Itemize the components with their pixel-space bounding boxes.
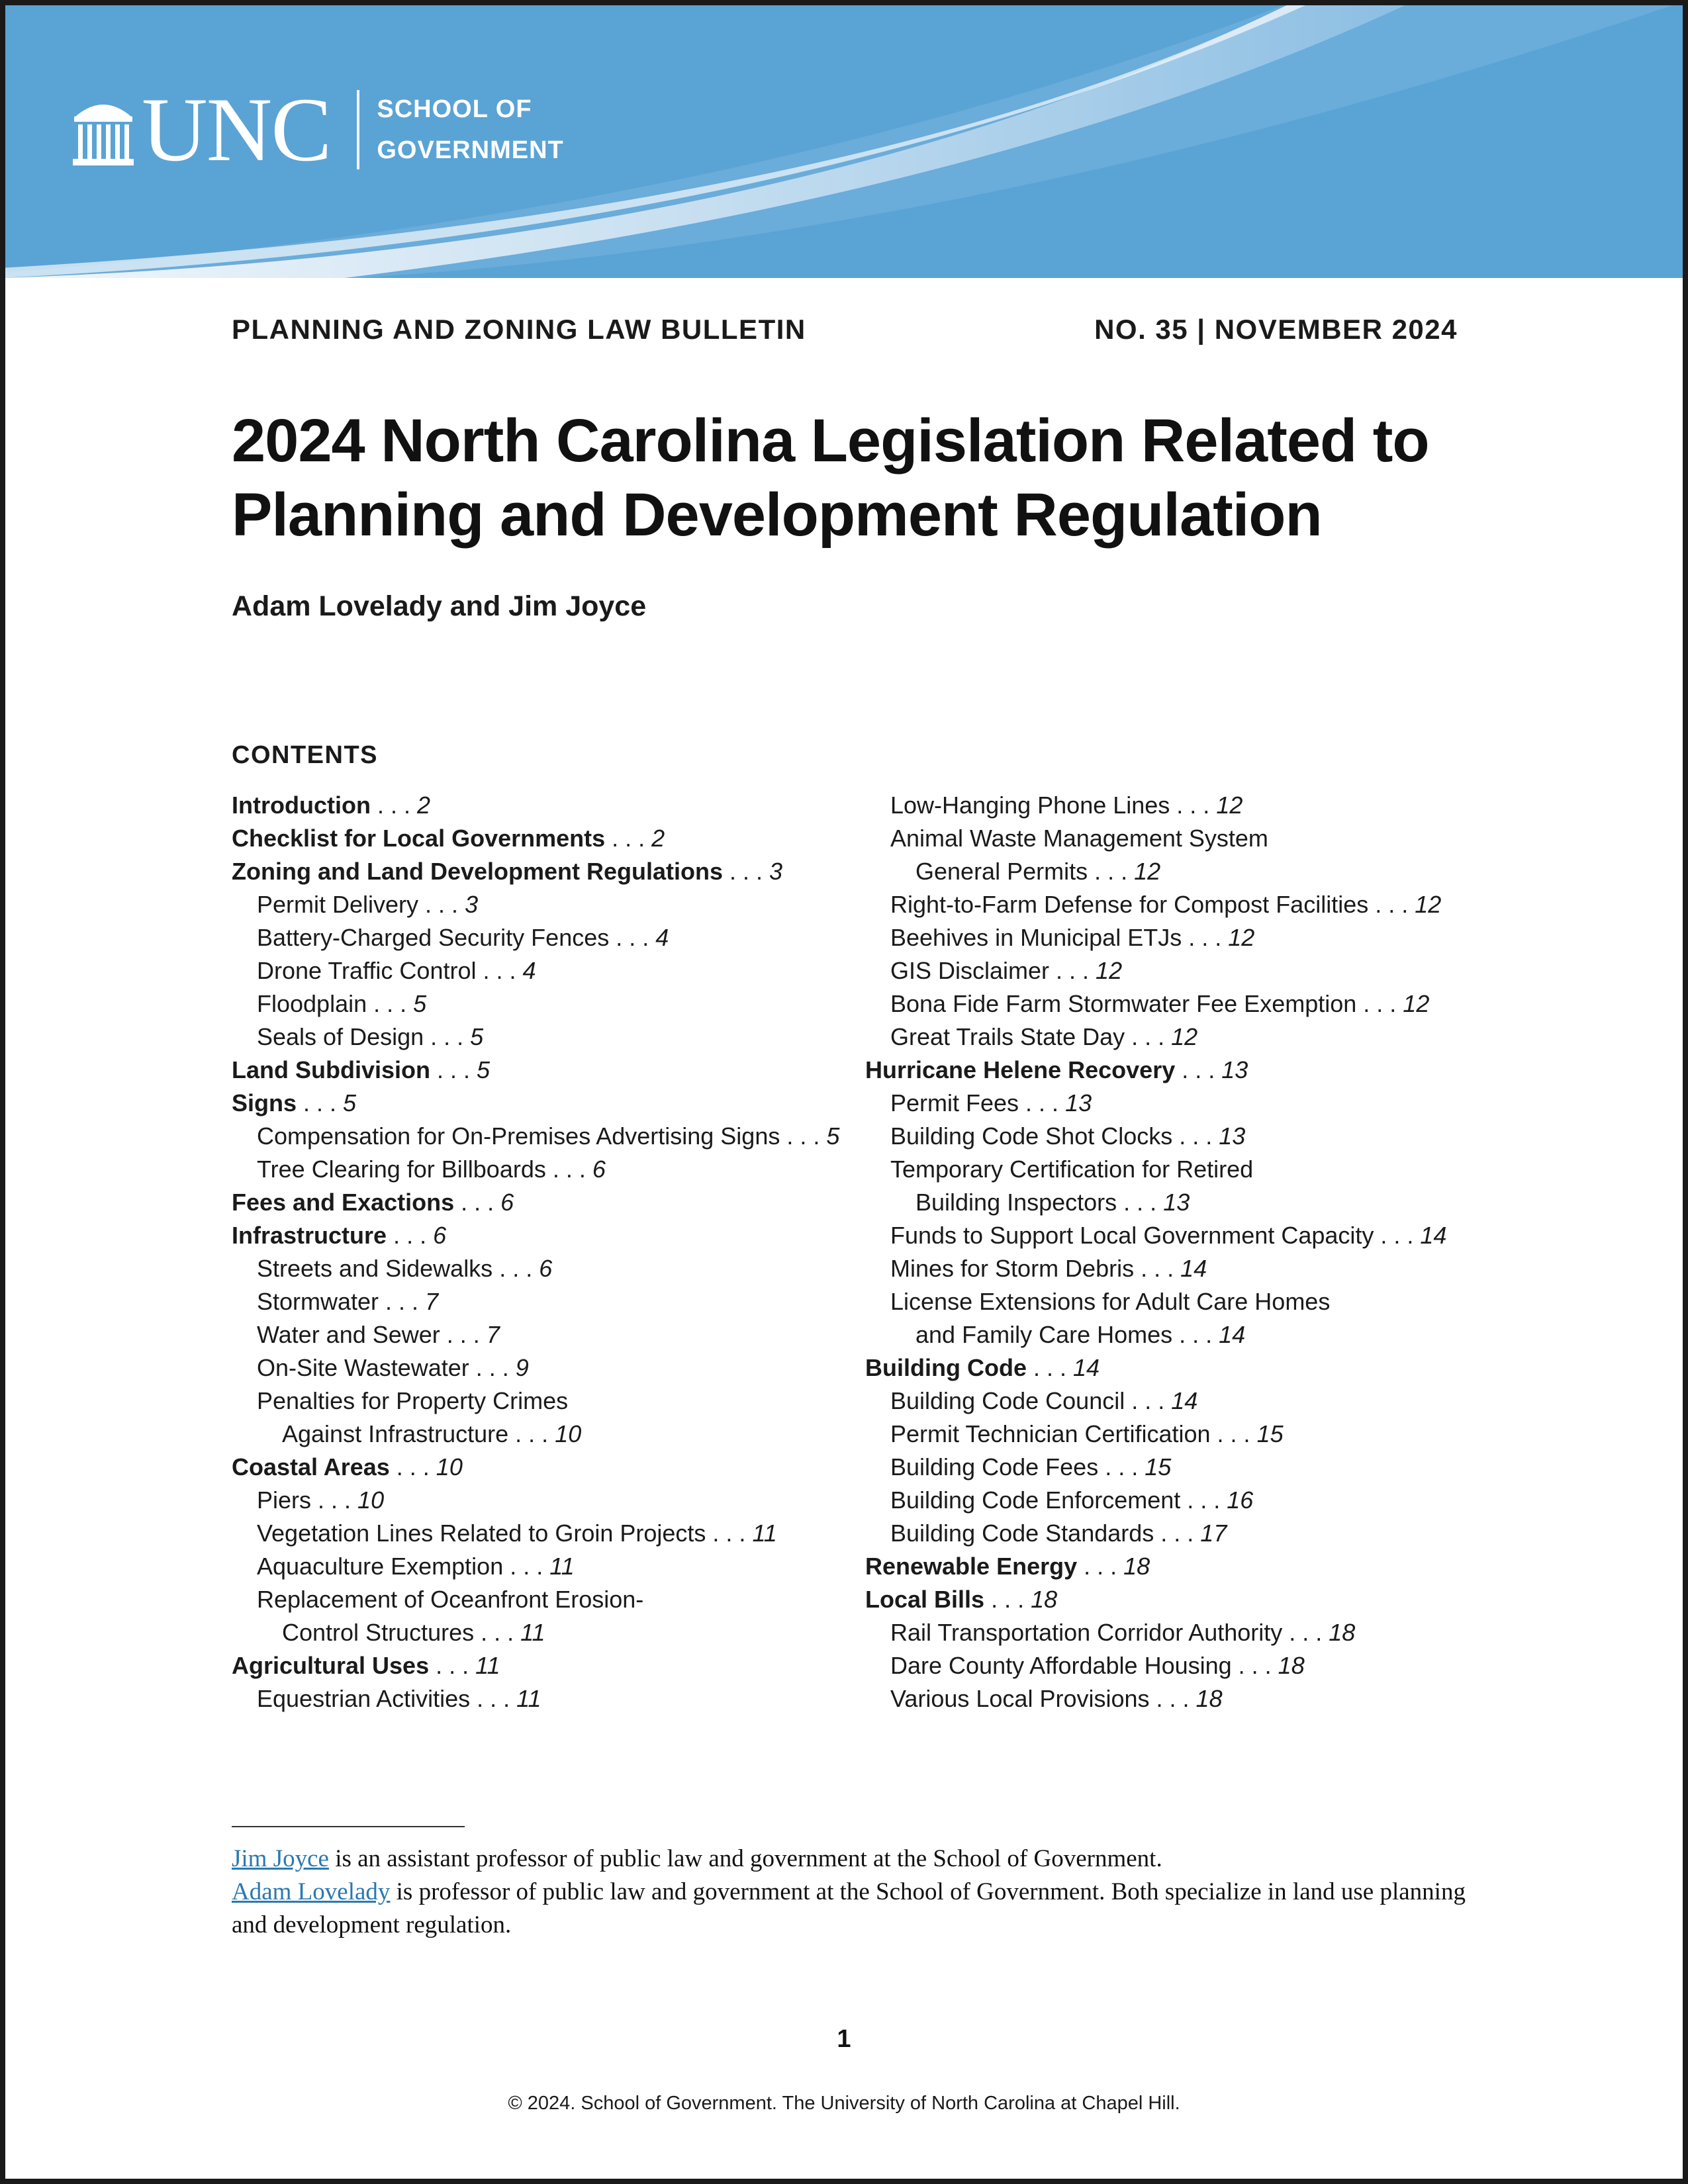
old-well-icon: [71, 93, 135, 167]
toc-entry[interactable]: [865, 1484, 1501, 1517]
toc-entry-title: Piers: [257, 1486, 312, 1514]
toc-leader: . . .: [1231, 1652, 1278, 1679]
toc-leader: . . .: [706, 1520, 753, 1547]
toc-leader: . . .: [605, 825, 652, 852]
toc-entry-title: Agricultural Uses: [232, 1652, 430, 1679]
toc-entry[interactable]: [865, 1252, 1501, 1285]
toc-entry-title: Streets and Sidewalks: [257, 1255, 493, 1282]
toc-leader: . . .: [1172, 1321, 1219, 1348]
toc-page-number: 11: [516, 1685, 541, 1712]
toc-leader: . . .: [1170, 792, 1217, 819]
toc-entry-title: Control Structures: [282, 1619, 475, 1646]
toc-page-number: 6: [592, 1156, 606, 1183]
toc-entry[interactable]: [865, 1550, 1501, 1583]
toc-page-number: 2: [651, 825, 665, 852]
toc-entry[interactable]: [865, 1385, 1501, 1418]
toc-entry[interactable]: [865, 1583, 1501, 1616]
page-number: 1: [837, 2025, 851, 2053]
toc-entry[interactable]: [865, 1186, 1501, 1219]
toc-entry[interactable]: [232, 1318, 867, 1351]
joyce-note: [232, 1843, 1489, 1876]
toc-entry-title: Vegetation Lines Related to Groin Projects: [257, 1520, 706, 1547]
toc-page-number: 12: [1134, 858, 1161, 885]
toc-page-number: 14: [1180, 1255, 1207, 1282]
toc-entry-title: Rail Transportation Corridor Authority: [890, 1619, 1283, 1646]
toc-entry-title: Stormwater: [257, 1288, 379, 1315]
toc-entry[interactable]: [232, 822, 867, 855]
toc-entry[interactable]: [232, 954, 867, 987]
toc-entry-title: Mines for Storm Debris: [890, 1255, 1135, 1282]
toc-entry[interactable]: [865, 789, 1501, 822]
toc-entry-title: Bona Fide Farm Stormwater Fee Exemption: [890, 990, 1357, 1017]
toc-entry[interactable]: [232, 789, 867, 822]
toc-entry[interactable]: [232, 1285, 867, 1318]
toc-page-number: 14: [1420, 1222, 1447, 1249]
toc-page-number: 6: [433, 1222, 447, 1249]
document-title: [232, 404, 1489, 552]
toc-page-number: 12: [1216, 792, 1243, 819]
toc-entry[interactable]: [232, 1153, 867, 1186]
adam-lovelady-link[interactable]: Adam Lovelady: [232, 1878, 391, 1905]
toc-leader: . . .: [367, 990, 414, 1017]
toc-leader: . . .: [424, 1023, 471, 1050]
toc-leader: . . .: [418, 891, 465, 918]
toc-leader: . . .: [1077, 1553, 1124, 1580]
toc-entry[interactable]: [232, 1087, 867, 1120]
toc-entry[interactable]: [232, 1219, 867, 1252]
toc-page-number: 4: [522, 957, 536, 984]
toc-entry-title: Right-to-Farm Defense for Compost Facilities: [890, 891, 1369, 918]
footnote-rule: [232, 1826, 465, 1827]
toc-page-number: 10: [357, 1486, 385, 1514]
toc-entry[interactable]: [232, 1616, 867, 1649]
toc-page-number: 7: [425, 1288, 439, 1315]
toc-entry[interactable]: [865, 1054, 1501, 1087]
toc-entry[interactable]: [232, 1550, 867, 1583]
toc-entry-title: Permit Fees: [890, 1089, 1019, 1116]
toc-entry-title: Various Local Provisions: [890, 1685, 1150, 1712]
toc-entry-title: Dare County Affordable Housing: [890, 1652, 1232, 1679]
toc-page-number: 18: [1123, 1553, 1150, 1580]
toc-entry[interactable]: [865, 855, 1501, 888]
toc-entry[interactable]: [865, 1649, 1501, 1682]
toc-entry[interactable]: [232, 987, 867, 1021]
toc-entry[interactable]: [865, 1087, 1501, 1120]
toc-page-number: 10: [436, 1453, 463, 1480]
toc-entry[interactable]: [232, 1418, 867, 1451]
toc-entry[interactable]: [232, 1120, 867, 1153]
toc-entry-title: Renewable Energy: [865, 1553, 1078, 1580]
toc-leader: . . .: [545, 1156, 592, 1183]
toc-leader: . . .: [1172, 1122, 1219, 1150]
toc-entry-title: Funds to Support Local Government Capacity: [890, 1222, 1374, 1249]
toc-entry[interactable]: [865, 1318, 1501, 1351]
title-line-2: Planning and Development Regulation: [232, 481, 1322, 549]
toc-entry[interactable]: [232, 1385, 867, 1418]
toc-leader: . . .: [1117, 1189, 1164, 1216]
toc-entry-title: General Permits: [915, 858, 1088, 885]
toc-entry[interactable]: [865, 1418, 1501, 1451]
toc-leader: . . .: [311, 1486, 358, 1514]
toc-entry-title: Local Bills: [865, 1586, 985, 1613]
toc-page-number: 5: [477, 1056, 491, 1083]
unc-wordmark: UNC: [142, 79, 331, 180]
toc-page-number: 5: [826, 1122, 840, 1150]
toc-leader: . . .: [297, 1089, 344, 1116]
toc-entry[interactable]: [865, 987, 1501, 1021]
toc-page-number: 15: [1256, 1420, 1284, 1447]
toc-leader: . . .: [1019, 1089, 1066, 1116]
toc-entry[interactable]: [865, 1517, 1501, 1550]
toc-entry-title: Great Trails State Day: [890, 1023, 1125, 1050]
toc-page-number: 15: [1145, 1453, 1172, 1480]
toc-entry-title: and Family Care Homes: [915, 1321, 1173, 1348]
contents-heading: CONTENTS: [232, 741, 378, 769]
toc-page-number: 12: [1171, 1023, 1198, 1050]
toc-leader: . . .: [1088, 858, 1135, 885]
toc-entry[interactable]: [232, 855, 867, 888]
toc-entry-title: Floodplain: [257, 990, 367, 1017]
toc-entry[interactable]: [232, 1517, 867, 1550]
toc-entry[interactable]: [865, 1285, 1501, 1318]
bulletin-issue: NO. 35 | NOVEMBER 2024: [1094, 314, 1458, 345]
toc-page-number: 12: [1096, 957, 1123, 984]
toc-page-number: 3: [769, 858, 783, 885]
toc-entry-title: Introduction: [232, 792, 371, 819]
toc-entry-title: Animal Waste Management System: [890, 825, 1268, 852]
toc-page-number: 17: [1200, 1520, 1227, 1547]
toc-entry-title: Beehives in Municipal ETJs: [890, 924, 1182, 951]
toc-entry-title: Building Code Shot Clocks: [890, 1122, 1173, 1150]
toc-leader: . . .: [1098, 1453, 1145, 1480]
toc-entry[interactable]: [865, 1616, 1501, 1649]
author-notes: [232, 1843, 1489, 1942]
toc-leader: . . .: [454, 1189, 501, 1216]
toc-entry-title: Water and Sewer: [257, 1321, 440, 1348]
toc-leader: . . .: [470, 1685, 517, 1712]
toc-entry-title: Coastal Areas: [232, 1453, 390, 1480]
toc-entry-title: Infrastructure: [232, 1222, 387, 1249]
toc-entry-title: Replacement of Oceanfront Erosion-: [257, 1586, 644, 1613]
toc-entry[interactable]: [865, 1682, 1501, 1715]
toc-entry-title: Battery-Charged Security Fences: [257, 924, 610, 951]
toc-page-number: 6: [539, 1255, 553, 1282]
toc-entry-title: License Extensions for Adult Care Homes: [890, 1288, 1331, 1315]
toc-entry-title: Permit Delivery: [257, 891, 419, 918]
authors: Adam Lovelady and Jim Joyce: [232, 590, 647, 622]
toc-entry[interactable]: [232, 1021, 867, 1054]
toc-leader: . . .: [1125, 1387, 1172, 1414]
toc-entry-title: Drone Traffic Control: [257, 957, 477, 984]
toc-page-number: 7: [486, 1321, 500, 1348]
toc-page-number: 4: [655, 924, 669, 951]
toc-entry-title: Equestrian Activities: [257, 1685, 471, 1712]
toc-entry[interactable]: [232, 1649, 867, 1682]
toc-leader: . . .: [1154, 1520, 1201, 1547]
toc-leader: . . .: [492, 1255, 539, 1282]
toc-entry[interactable]: [232, 1583, 867, 1616]
toc-entry[interactable]: [865, 888, 1501, 921]
toc-page-number: 18: [1278, 1652, 1305, 1679]
toc-page-number: 12: [1403, 990, 1430, 1017]
toc-page-number: 2: [416, 792, 430, 819]
toc-page-number: 13: [1163, 1189, 1190, 1216]
toc-entry[interactable]: [232, 888, 867, 921]
toc-page-number: 13: [1219, 1122, 1246, 1150]
toc-leader: . . .: [780, 1122, 827, 1150]
toc-entry-title: Permit Technician Certification: [890, 1420, 1211, 1447]
lovelady-note-text: is professor of public law and government at the School of Government. Both specialize in land use planning and development regulation.: [232, 1878, 1466, 1938]
toc-page-number: 5: [343, 1089, 357, 1116]
toc-entry-title: Aquaculture Exemption: [257, 1553, 504, 1580]
toc-leader: . . .: [370, 792, 417, 819]
toc-entry[interactable]: [865, 1120, 1501, 1153]
toc-entry[interactable]: [232, 1054, 867, 1087]
toc-page-number: 9: [515, 1354, 529, 1381]
toc-page-number: 18: [1329, 1619, 1356, 1646]
toc-leader: . . .: [1049, 957, 1096, 984]
toc-page-number: 3: [465, 891, 479, 918]
jim-joyce-link[interactable]: Jim Joyce: [232, 1845, 329, 1872]
toc-page-number: 10: [555, 1420, 582, 1447]
toc-leader: . . .: [1175, 1056, 1222, 1083]
toc-entry[interactable]: [232, 1682, 867, 1715]
toc-entry[interactable]: [232, 1351, 867, 1385]
toc-leader: . . .: [1374, 1222, 1421, 1249]
toc-entry[interactable]: [232, 1484, 867, 1517]
toc-leader: . . .: [389, 1453, 436, 1480]
toc-page-number: 6: [500, 1189, 514, 1216]
copyright: © 2024. School of Government. The University of North Carolina at Chapel Hill.: [508, 2093, 1180, 2114]
toc-entry-title: Checklist for Local Governments: [232, 825, 606, 852]
toc-leader: . . .: [1368, 891, 1415, 918]
toc-leader: . . .: [1182, 924, 1229, 951]
toc-leader: . . .: [1180, 1486, 1227, 1514]
toc-leader: . . .: [1282, 1619, 1329, 1646]
toc-page-number: 11: [752, 1520, 777, 1547]
toc-entry-title: Building Code Council: [890, 1387, 1125, 1414]
toc-entry-title: Building Inspectors: [915, 1189, 1117, 1216]
toc-leader: . . .: [429, 1652, 476, 1679]
toc-leader: . . .: [984, 1586, 1031, 1613]
joyce-note-text: is an assistant professor of public law and government at the School of Government.: [328, 1845, 1162, 1872]
toc-entry-title: Building Code: [865, 1354, 1027, 1381]
toc-page-number: 11: [549, 1553, 575, 1580]
toc-page-number: 12: [1228, 924, 1255, 951]
toc-page-number: 11: [475, 1652, 500, 1679]
toc-entry-title: Building Code Fees: [890, 1453, 1099, 1480]
toc-page-number: 13: [1221, 1056, 1248, 1083]
toc-leader: . . .: [1356, 990, 1403, 1017]
school-name-line2: GOVERNMENT: [377, 136, 564, 164]
toc-leader: . . .: [508, 1420, 555, 1447]
toc-leader: . . .: [723, 858, 770, 885]
toc-entry[interactable]: [232, 921, 867, 954]
toc-page-number: 13: [1065, 1089, 1092, 1116]
toc-entry-title: Signs: [232, 1089, 297, 1116]
toc-leader: . . .: [1149, 1685, 1196, 1712]
toc-page-number: 14: [1219, 1321, 1246, 1348]
toc-left-column: [232, 789, 867, 1715]
title-line-1: 2024 North Carolina Legislation Related to: [232, 407, 1429, 475]
toc-leader: . . .: [1125, 1023, 1172, 1050]
toc-entry[interactable]: [865, 1219, 1501, 1252]
toc-entry-title: On-Site Wastewater: [257, 1354, 469, 1381]
toc-entry-title: Fees and Exactions: [232, 1189, 455, 1216]
lovelady-note: [232, 1876, 1489, 1942]
toc-entry-title: Penalties for Property Crimes: [257, 1387, 569, 1414]
toc-entry-title: Building Code Enforcement: [890, 1486, 1181, 1514]
toc-entry-title: GIS Disclaimer: [890, 957, 1050, 984]
toc-page-number: 18: [1031, 1586, 1058, 1613]
toc-leader: . . .: [474, 1619, 521, 1646]
toc-entry-title: Low-Hanging Phone Lines: [890, 792, 1170, 819]
toc-entry[interactable]: [232, 1252, 867, 1285]
toc-entry-title: Land Subdivision: [232, 1056, 431, 1083]
toc-entry-title: Zoning and Land Development Regulations: [232, 858, 724, 885]
toc-leader: . . .: [1026, 1354, 1073, 1381]
toc-entry-title: Hurricane Helene Recovery: [865, 1056, 1176, 1083]
toc-leader: . . .: [609, 924, 656, 951]
toc-right-column: [865, 789, 1501, 1715]
toc-entry[interactable]: [865, 1153, 1501, 1186]
toc-leader: . . .: [1134, 1255, 1181, 1282]
toc-leader: . . .: [503, 1553, 550, 1580]
unc-logo[interactable]: [71, 79, 564, 180]
toc-page-number: 12: [1415, 891, 1442, 918]
toc-leader: . . .: [440, 1321, 487, 1348]
toc-entry[interactable]: [865, 921, 1501, 954]
toc-leader: . . .: [469, 1354, 516, 1381]
toc-page-number: 14: [1171, 1387, 1198, 1414]
toc-entry[interactable]: [865, 1451, 1501, 1484]
toc-entry[interactable]: [865, 1021, 1501, 1054]
bulletin-series: PLANNING AND ZONING LAW BULLETIN: [232, 314, 806, 345]
toc-page-number: 16: [1227, 1486, 1254, 1514]
toc-entry[interactable]: [865, 822, 1501, 855]
toc-entry-title: Tree Clearing for Billboards: [257, 1156, 546, 1183]
toc-page-number: 18: [1196, 1685, 1223, 1712]
toc-page-number: 5: [413, 990, 427, 1017]
toc-entry-title: Against Infrastructure: [282, 1420, 509, 1447]
toc-entry-title: Compensation for On-Premises Advertising Signs: [257, 1122, 780, 1150]
toc-page-number: 5: [470, 1023, 484, 1050]
toc-leader: . . .: [379, 1288, 426, 1315]
toc-leader: . . .: [387, 1222, 434, 1249]
toc-entry[interactable]: [232, 1451, 867, 1484]
toc-entry[interactable]: [865, 1351, 1501, 1385]
toc-entry[interactable]: [232, 1186, 867, 1219]
toc-page-number: 14: [1072, 1354, 1100, 1381]
toc-entry[interactable]: [865, 954, 1501, 987]
logo-divider: [357, 90, 359, 169]
toc-entry-title: Seals of Design: [257, 1023, 424, 1050]
toc-leader: . . .: [476, 957, 523, 984]
school-name: [377, 89, 563, 171]
toc-entry-title: Temporary Certification for Retired: [890, 1156, 1254, 1183]
toc-page-number: 11: [520, 1619, 545, 1646]
toc-entry-title: Building Code Standards: [890, 1520, 1154, 1547]
toc-leader: . . .: [430, 1056, 477, 1083]
toc-leader: . . .: [1210, 1420, 1257, 1447]
school-name-line1: SCHOOL OF: [377, 95, 532, 123]
